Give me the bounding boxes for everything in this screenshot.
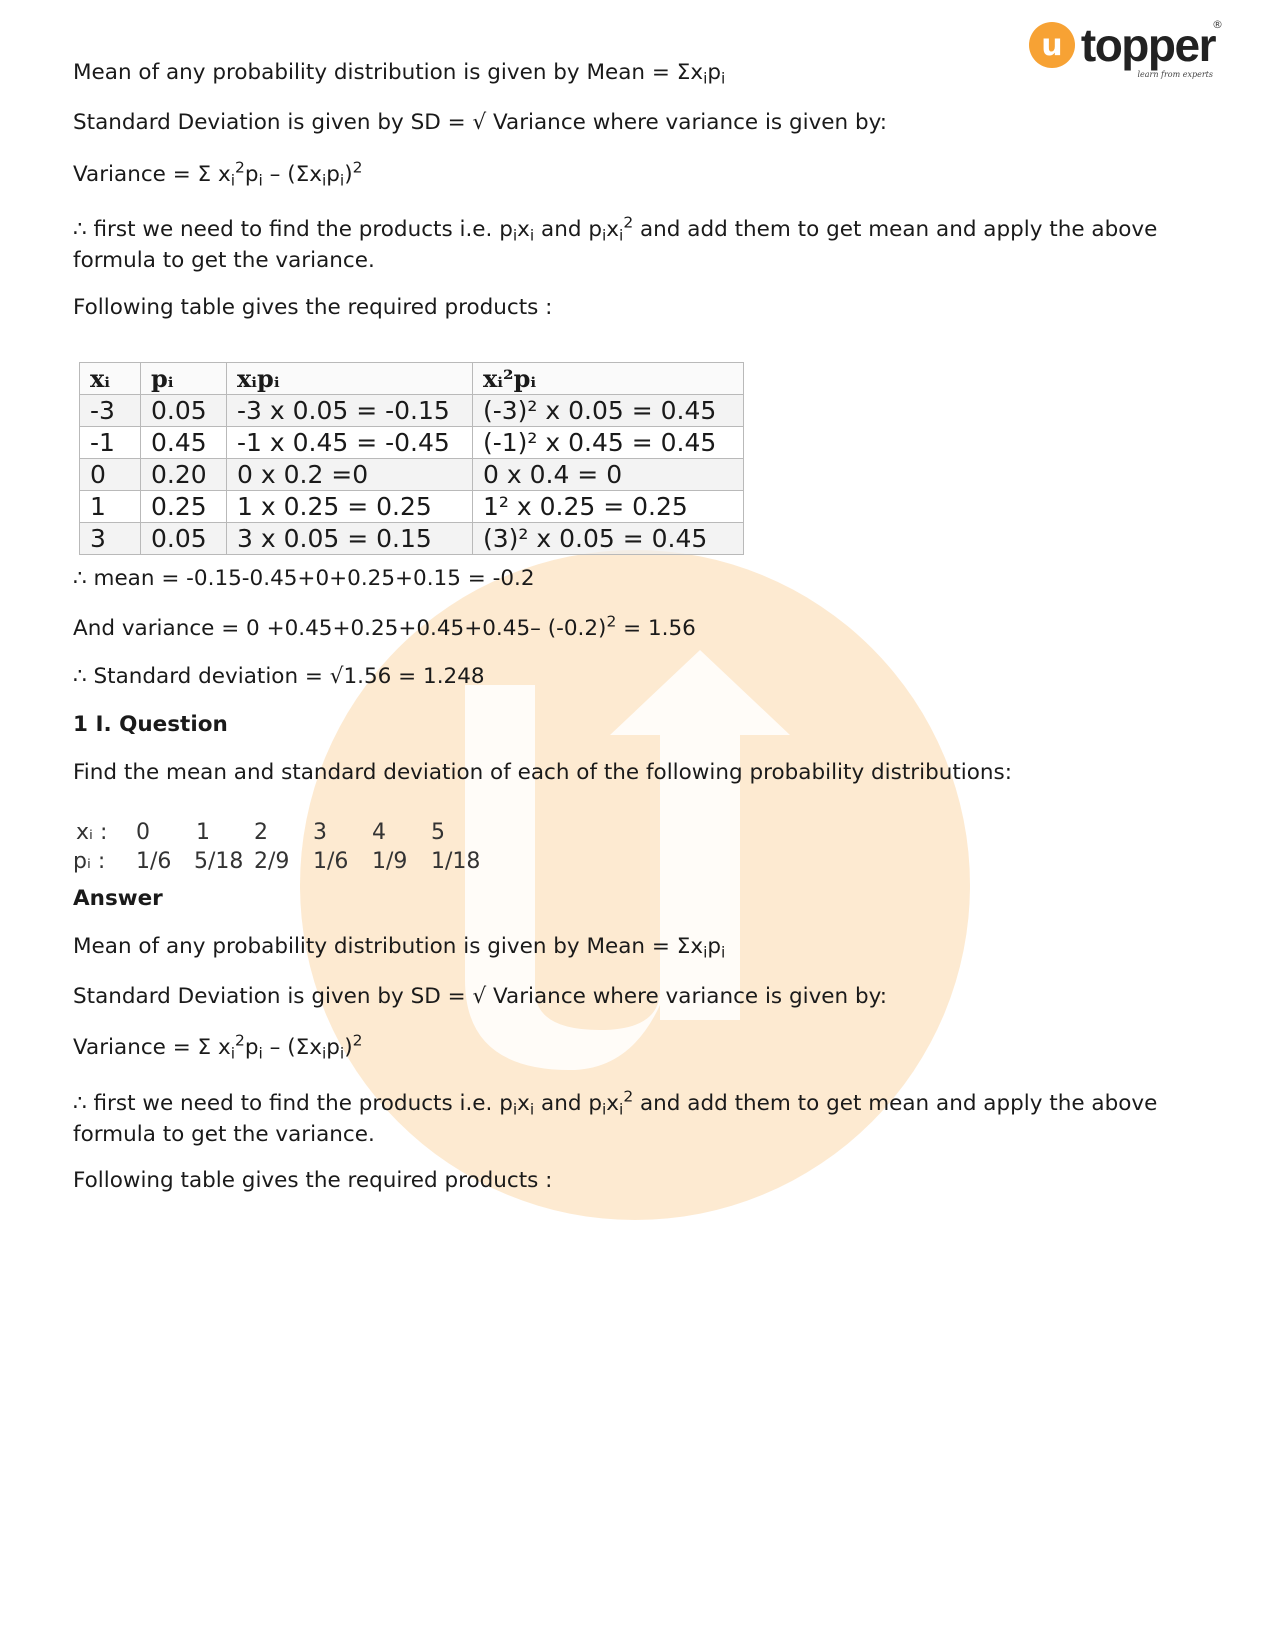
sd-formula: Standard Deviation is given by SD = √ Variance where variance is given by: [73,110,888,135]
table-cell: (-1)² x 0.45 = 0.45 [473,427,744,459]
table-row [80,427,744,459]
x-value: 3 [313,820,327,845]
table-row [80,491,744,523]
x-value: 1 [196,820,210,845]
x-value: 2 [254,820,268,845]
p-value: 1/18 [431,849,481,874]
table-cell: 0.25 [141,491,227,523]
table-intro: Following table gives the required products : [73,295,553,320]
table-cell: -3 x 0.05 = -0.15 [227,395,473,427]
answer-mean-formula: Mean of any probability distribution is given by Mean = $\Sigma x_ip_i$ [73,934,726,962]
logo-brand: topper [1080,19,1215,71]
sd-result: ∴ Standard deviation = √1.56 = 1.248 [73,664,485,689]
table-cell: 0.05 [141,523,227,555]
variance-formula: Variance = Σ $x_i^2p_i - (\Sigma x_ip_i)^2$ [73,158,363,190]
table-cell: 3 x 0.05 = 0.15 [227,523,473,555]
p-label: pᵢ : [73,849,106,874]
variance-result: And variance = 0 +0.45+0.25+0.45+0.45– $(-0.2)^2 = 1.56$ [73,612,696,641]
x-label: xᵢ : [76,820,108,845]
table-cell: (-3)² x 0.05 = 0.45 [473,395,744,427]
mean-result: ∴ mean = -0.15-0.45+0+0.25+0.15 = -0.2 [73,566,535,591]
table-cell: 0 x 0.4 = 0 [473,459,744,491]
table-cell: 0 [80,459,141,491]
table-cell: 1² x 0.25 = 0.25 [473,491,744,523]
table-cell: (3)² x 0.05 = 0.45 [473,523,744,555]
header-xipi: xᵢpᵢ [227,363,473,395]
table-cell: -3 [80,395,141,427]
table-cell: -1 [80,427,141,459]
x-value: 0 [136,820,150,845]
x-value: 4 [372,820,386,845]
logo-registered-mark: ® [1212,18,1223,31]
header-xi: xᵢ [80,363,141,395]
table-cell: 3 [80,523,141,555]
table-cell: 0.20 [141,459,227,491]
topper-logo [1029,18,1223,79]
header-xi2pi: xᵢ²pᵢ [473,363,744,395]
header-pi: pᵢ [141,363,227,395]
table-cell: -1 x 0.45 = -0.45 [227,427,473,459]
answer-sd-formula: Standard Deviation is given by SD = √ Variance where variance is given by: [73,984,888,1009]
table-cell: 1 [80,491,141,523]
table-header-row [80,363,744,395]
logo-u-icon: u [1029,22,1075,68]
question-heading: 1 I. Question [73,712,228,737]
p-value: 1/9 [372,849,408,874]
table-row [80,523,744,555]
question-text: Find the mean and standard deviation of each of the following probability distributions: [73,760,1012,785]
table-row [80,459,744,491]
p-value: 1/6 [313,849,349,874]
p-value: 1/6 [136,849,172,874]
p-value: 2/9 [254,849,290,874]
logo-tagline: learn from experts [1137,70,1213,79]
answer-therefore-paragraph: ∴ first we need to find the products i.e. $p_ix_i$ and $p_ix_i^2$ and add them to get mean and apply the above formula to get the variance. [73,1087,1158,1147]
answer-variance-formula: Variance = Σ $x_i^2p_i - (\Sigma x_ip_i)^2$ [73,1031,363,1063]
table-cell: 0.05 [141,395,227,427]
mean-formula: Mean of any probability distribution is given by Mean = $\Sigma x_ip_i$ [73,60,726,88]
table-row [80,395,744,427]
products-table [79,362,744,555]
p-value: 5/18 [194,849,244,874]
x-value: 5 [431,820,445,845]
table-cell: 1 x 0.25 = 0.25 [227,491,473,523]
answer-heading: Answer [73,886,163,911]
therefore-paragraph: ∴ first we need to find the products i.e. $p_ix_i$ and $p_ix_i^2$ and add them to get mean and apply the above formula to get the variance. [73,213,1158,273]
table-cell: 0 x 0.2 =0 [227,459,473,491]
answer-table-intro: Following table gives the required products : [73,1168,553,1193]
table-cell: 0.45 [141,427,227,459]
